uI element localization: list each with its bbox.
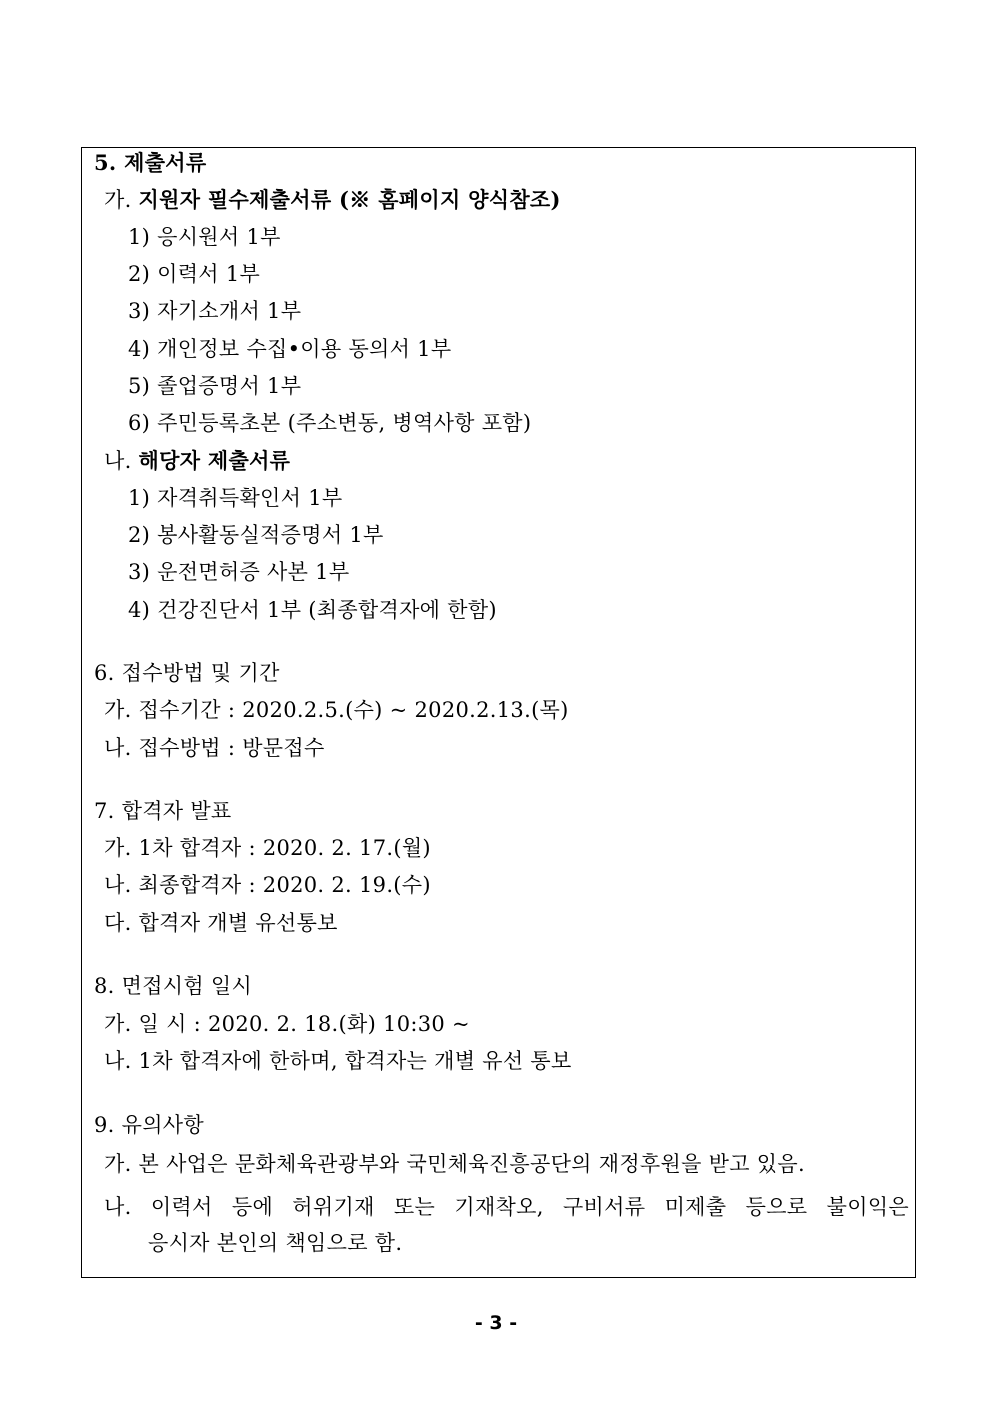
content-box: [81, 147, 916, 1278]
page-number: - 3 -: [474, 1312, 518, 1334]
list-item: 4) 개인정보 수집•이용 동의서 1부: [128, 337, 452, 361]
list-item: 나. 최종합격자 : 2020. 2. 19.(수): [104, 873, 431, 897]
section-9-title: 9. 유의사항: [94, 1113, 204, 1137]
list-item: 가. 본 사업은 문화체육관광부와 국민체육진흥공단의 재정후원을 받고 있음.: [104, 1152, 805, 1176]
list-item: 가. 1차 합격자 : 2020. 2. 17.(월): [104, 836, 431, 860]
section-5-title: 5. 제출서류: [94, 150, 207, 175]
list-item: 가. 접수기간 : 2020.2.5.(수) ~ 2020.2.13.(목): [104, 698, 569, 722]
list-item: 가. 일 시 : 2020. 2. 18.(화) 10:30 ~: [104, 1012, 470, 1036]
section-5-a-label: 가.: [104, 188, 139, 212]
list-item: 2) 봉사활동실적증명서 1부: [128, 523, 384, 547]
list-item: 3) 자기소개서 1부: [128, 299, 302, 323]
list-item: 다. 합격자 개별 유선통보: [104, 911, 338, 935]
list-item: 5) 졸업증명서 1부: [128, 374, 302, 398]
list-item: 나. 접수방법 : 방문접수: [104, 736, 325, 760]
section-5-b-title: 해당자 제출서류: [138, 448, 291, 473]
section-7-title: 7. 합격자 발표: [94, 799, 232, 823]
section-5-a-title: 지원자 필수제출서류 (※ 홈페이지 양식참조): [138, 187, 561, 212]
list-item: 1) 자격취득확인서 1부: [128, 486, 343, 510]
list-item: 1) 응시원서 1부: [128, 225, 281, 249]
list-item: 나. 이력서 등에 허위기재 또는 기재착오, 구비서류 미제출 등으로 불이익은: [104, 1195, 909, 1219]
list-item-continuation: 응시자 본인의 책임으로 함.: [148, 1231, 403, 1255]
list-item: 4) 건강진단서 1부 (최종합격자에 한함): [128, 598, 497, 622]
section-5-b-heading: [104, 446, 290, 476]
list-item: 나. 1차 합격자에 한하며, 합격자는 개별 유선 통보: [104, 1049, 572, 1073]
list-item: 3) 운전면허증 사본 1부: [128, 560, 350, 584]
section-8-title: 8. 면접시험 일시: [94, 974, 253, 998]
section-5-b-label: 나.: [104, 449, 139, 473]
list-item: 2) 이력서 1부: [128, 262, 261, 286]
list-item: 6) 주민등록초본 (주소변동, 병역사항 포함): [128, 411, 532, 435]
section-6-title: 6. 접수방법 및 기간: [94, 661, 280, 685]
section-5-a-heading: [104, 185, 561, 215]
